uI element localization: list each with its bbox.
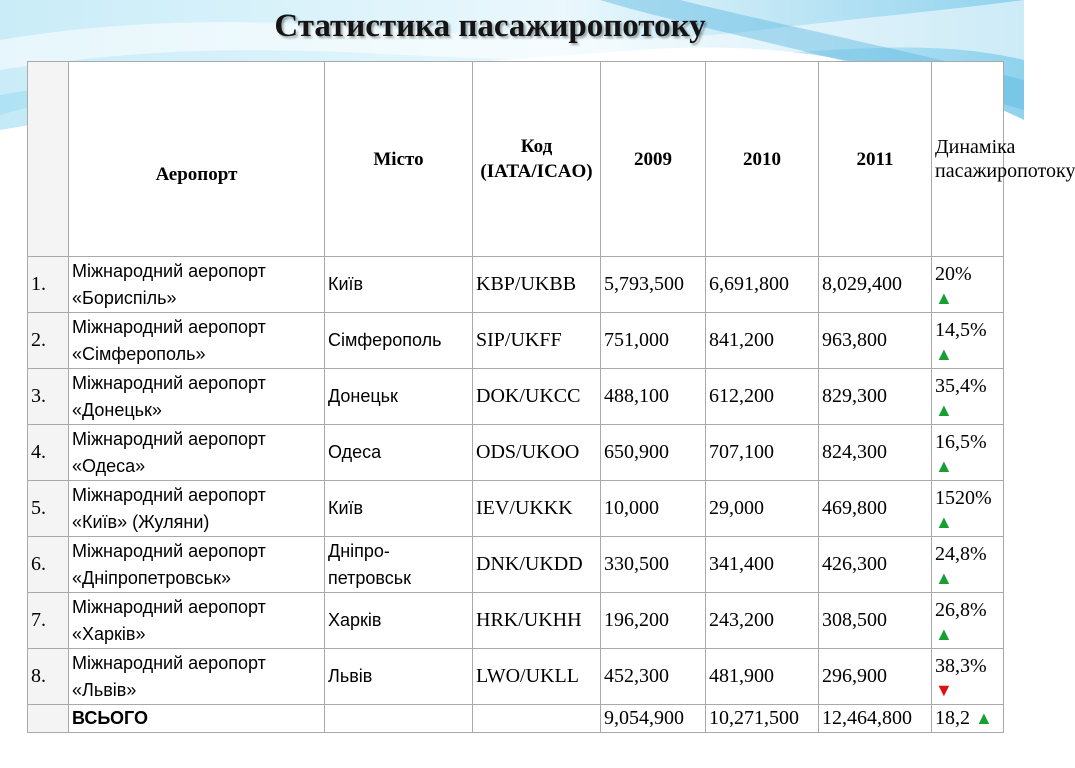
header-code: Код (IATA/ICAO) (473, 62, 601, 257)
cell-code: DNK/UKDD (473, 537, 601, 593)
cell-city: Львів (325, 649, 473, 705)
table-header-row (28, 62, 1004, 257)
passenger-stats-table (27, 61, 1075, 733)
cell-2009: 196,200 (601, 593, 706, 649)
trend-up-icon: ▲ (975, 708, 993, 728)
cell-city: Київ (325, 481, 473, 537)
cell-2010: 6,691,800 (706, 257, 819, 313)
cell-2011: 308,500 (819, 593, 932, 649)
cell-num: 7. (28, 593, 69, 649)
table-row (28, 537, 1004, 593)
dynamics-value: 26,8% (935, 599, 987, 621)
header-dynamics: Динаміка пасажиропотоку (932, 62, 1004, 257)
cell-airport: Міжнародний аеропорт «Бориспіль» (69, 257, 325, 313)
page-title: Статистика пасажиропотоку (274, 8, 706, 44)
cell-2009: 751,000 (601, 313, 706, 369)
cell-num: 6. (28, 537, 69, 593)
total-2010: 10,271,500 (706, 705, 819, 733)
cell-2009: 10,000 (601, 481, 706, 537)
table-row (28, 257, 1004, 313)
cell-city: Сімферополь (325, 313, 473, 369)
total-2011: 12,464,800 (819, 705, 932, 733)
dynamics-value: 24,8% (935, 543, 987, 565)
cell-airport: Міжнародний аеропорт «Київ» (Жуляни) (69, 481, 325, 537)
dynamics-value: 18,2 (935, 707, 970, 729)
cell-code: KBP/UKBB (473, 257, 601, 313)
table-row (28, 649, 1004, 705)
cell-num: 1. (28, 257, 69, 313)
cell-city: Харків (325, 593, 473, 649)
cell-num: 3. (28, 369, 69, 425)
cell-num: 4. (28, 425, 69, 481)
cell-dynamics (932, 481, 1004, 537)
cell-2011: 963,800 (819, 313, 932, 369)
cell-2011: 296,900 (819, 649, 932, 705)
cell-city: Дніпро-петровськ (325, 537, 473, 593)
cell-city: Донецьк (325, 369, 473, 425)
table-row (28, 369, 1004, 425)
dynamics-value: 20% (935, 263, 972, 285)
cell-2009: 330,500 (601, 537, 706, 593)
cell-airport: Міжнародний аеропорт «Харків» (69, 593, 325, 649)
total-label: ВСЬОГО (69, 705, 325, 733)
cell-2010: 707,100 (706, 425, 819, 481)
cell-code: HRK/UKHH (473, 593, 601, 649)
cell-dynamics (932, 649, 1004, 705)
cell-city (325, 705, 473, 733)
trend-down-icon: ▼ (935, 680, 953, 700)
total-2009: 9,054,900 (601, 705, 706, 733)
table-row (28, 425, 1004, 481)
cell-2009: 5,793,500 (601, 257, 706, 313)
trend-up-icon: ▲ (935, 288, 953, 308)
cell-airport: Міжнародний аеропорт «Дніпропетровськ» (69, 537, 325, 593)
cell-airport: Міжнародний аеропорт «Львів» (69, 649, 325, 705)
cell-code: ODS/UKOO (473, 425, 601, 481)
cell-dynamics (932, 313, 1004, 369)
cell-2009: 488,100 (601, 369, 706, 425)
table-row (28, 313, 1004, 369)
cell-2011: 426,300 (819, 537, 932, 593)
trend-up-icon: ▲ (935, 568, 953, 588)
cell-2010: 29,000 (706, 481, 819, 537)
cell-2009: 452,300 (601, 649, 706, 705)
table-row (28, 481, 1004, 537)
cell-city: Київ (325, 257, 473, 313)
header-2010: 2010 (706, 62, 819, 257)
cell-2010: 243,200 (706, 593, 819, 649)
cell-2011: 8,029,400 (819, 257, 932, 313)
header-2011: 2011 (819, 62, 932, 257)
cell-2011: 824,300 (819, 425, 932, 481)
cell-airport: Міжнародний аеропорт «Донецьк» (69, 369, 325, 425)
cell-2011: 469,800 (819, 481, 932, 537)
cell-num (28, 705, 69, 733)
trend-up-icon: ▲ (935, 624, 953, 644)
cell-dynamics (932, 257, 1004, 313)
cell-num: 2. (28, 313, 69, 369)
cell-num: 5. (28, 481, 69, 537)
cell-dynamics (932, 705, 1004, 733)
dynamics-value: 1520% (935, 487, 992, 509)
total-row (28, 705, 1004, 733)
cell-dynamics (932, 593, 1004, 649)
trend-up-icon: ▲ (935, 512, 953, 532)
cell-2010: 481,900 (706, 649, 819, 705)
cell-2010: 612,200 (706, 369, 819, 425)
dynamics-value: 14,5% (935, 319, 987, 341)
cell-dynamics (932, 537, 1004, 593)
cell-num: 8. (28, 649, 69, 705)
cell-airport: Міжнародний аеропорт «Одеса» (69, 425, 325, 481)
dynamics-value: 35,4% (935, 375, 987, 397)
cell-dynamics (932, 369, 1004, 425)
cell-2010: 841,200 (706, 313, 819, 369)
header-city: Місто (325, 62, 473, 257)
cell-code: LWO/UKLL (473, 649, 601, 705)
cell-dynamics (932, 425, 1004, 481)
cell-2011: 829,300 (819, 369, 932, 425)
dynamics-value: 38,3% (935, 655, 987, 677)
cell-code: IEV/UKKK (473, 481, 601, 537)
header-num (28, 62, 69, 257)
trend-up-icon: ▲ (935, 344, 953, 364)
trend-up-icon: ▲ (935, 456, 953, 476)
cell-airport: Міжнародний аеропорт «Сімферополь» (69, 313, 325, 369)
header-airport: Аеропорт (69, 62, 325, 257)
cell-city: Одеса (325, 425, 473, 481)
cell-2010: 341,400 (706, 537, 819, 593)
cell-code (473, 705, 601, 733)
cell-code: DOK/UKCC (473, 369, 601, 425)
table-row (28, 593, 1004, 649)
dynamics-value: 16,5% (935, 431, 987, 453)
cell-code: SIP/UKFF (473, 313, 601, 369)
cell-2009: 650,900 (601, 425, 706, 481)
trend-up-icon: ▲ (935, 400, 953, 420)
header-2009: 2009 (601, 62, 706, 257)
